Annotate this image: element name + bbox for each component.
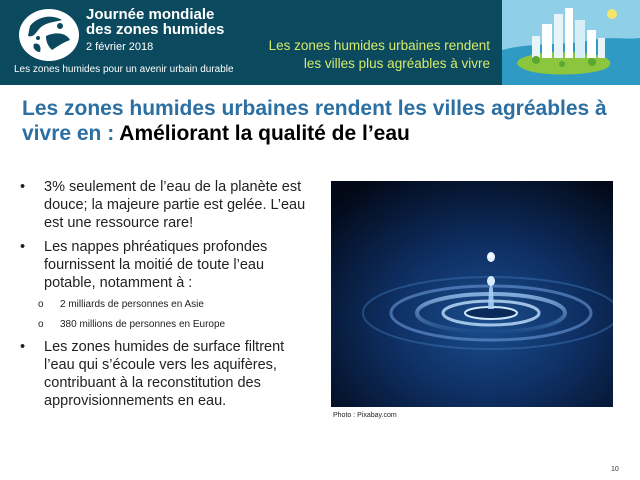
sub-bullet-marker: o xyxy=(38,299,44,310)
sub-bullet-item xyxy=(18,318,318,331)
water-drop-ripple-photo xyxy=(331,181,613,407)
banner-slogan: Les zones humides pour un avenir urbain durable xyxy=(14,64,234,75)
header-banner xyxy=(0,0,640,85)
banner-theme: Les zones humides urbaines rendent les villes plus agréables à vivre xyxy=(268,38,490,71)
slide-title-lead: Les zones humides urbaines rendent les villes agréables à vivre en : xyxy=(22,97,607,145)
bullet-item xyxy=(18,338,318,410)
sub-bullet-item xyxy=(18,298,318,311)
wetlands-globe-logo-icon xyxy=(16,6,82,64)
banner-title: Journée mondiale des zones humides xyxy=(86,6,225,38)
slide-title xyxy=(22,96,622,146)
bullet-marker: • xyxy=(20,179,26,195)
sub-bullet-text: 2 milliards de personnes en Asie xyxy=(60,299,204,310)
bullet-marker: • xyxy=(20,339,26,355)
photo-caption: Photo : Pixabay.com xyxy=(333,412,397,419)
city-skyline-illustration xyxy=(502,0,640,85)
page-number: 10 xyxy=(611,466,619,473)
bullet-item xyxy=(18,238,318,292)
sub-bullet-marker: o xyxy=(38,319,44,330)
banner-date: 2 février 2018 xyxy=(86,41,154,53)
bullet-text: 3% seulement de l’eau de la planète est douce; la majeure partie est gelée. L’eau est une ressource rare! xyxy=(44,179,306,231)
bullet-list xyxy=(18,178,318,416)
bullet-item xyxy=(18,178,318,232)
sub-bullet-text: 380 millions de personnes en Europe xyxy=(60,319,226,330)
slide-title-subject: Améliorant la qualité de l’eau xyxy=(119,122,410,145)
bullet-text: Les zones humides de surface filtrent l’eau qui s’écoule vers les aquifères, contribuant à la reconstitution des approvisionnements en eau. xyxy=(44,339,285,409)
bullet-marker: • xyxy=(20,239,26,255)
bullet-text: Les nappes phréatiques profondes fournissent la moitié de toute l’eau potable, notamment à : xyxy=(44,239,268,291)
